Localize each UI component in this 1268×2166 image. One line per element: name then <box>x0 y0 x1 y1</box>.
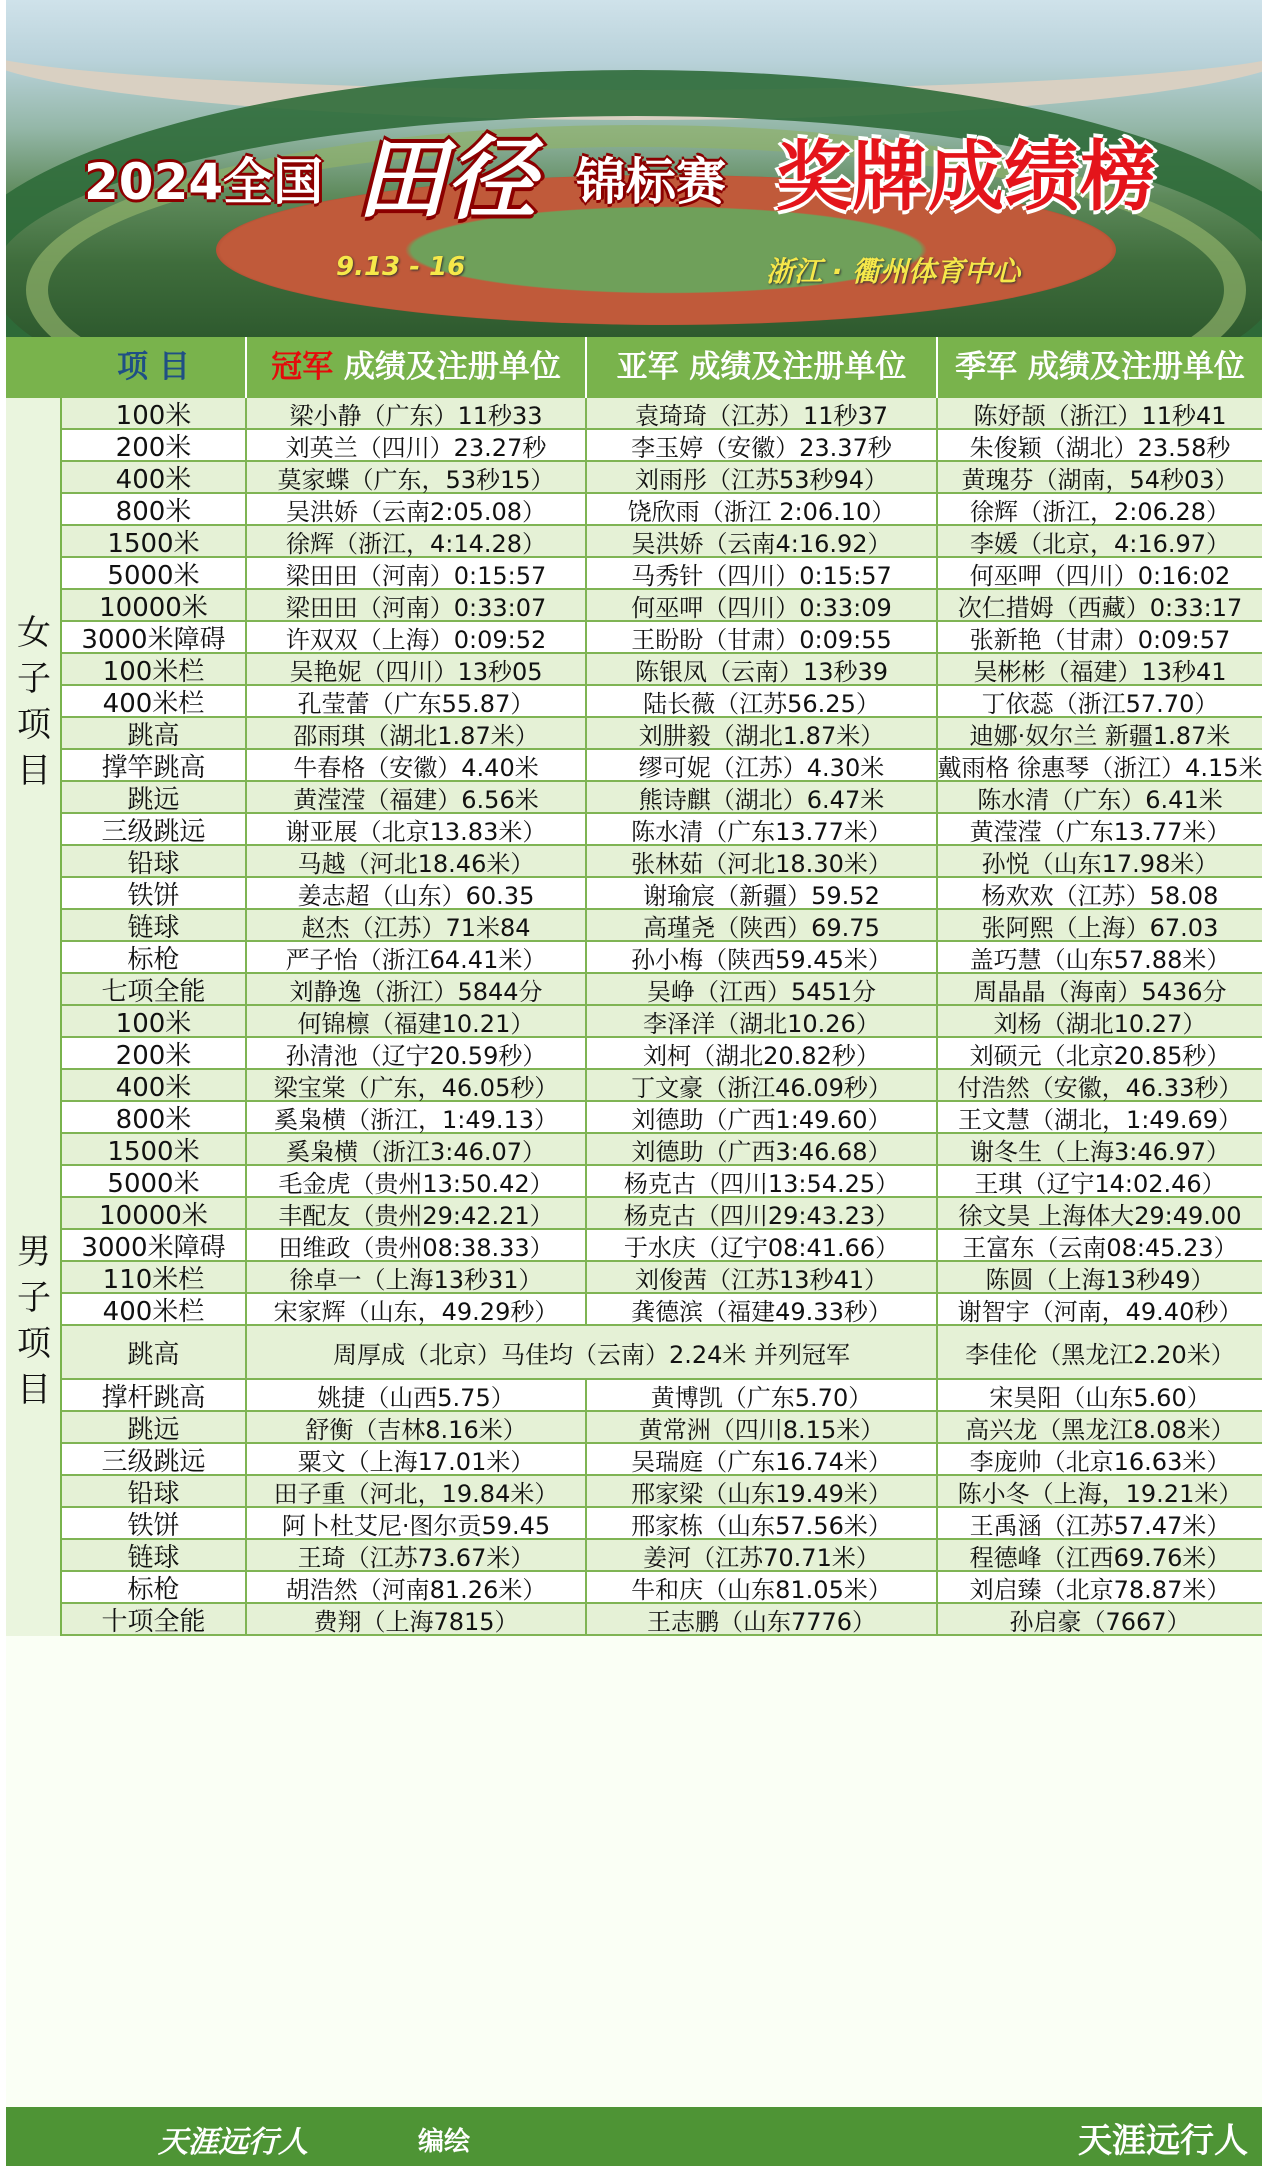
header-event: 项 目 <box>117 349 190 385</box>
silver-cell: 王志鹏（山东7776） <box>585 1604 936 1634</box>
header-gold-detail: 成绩及注册单位 <box>333 349 561 385</box>
event-cell: 100米栏 <box>102 656 205 687</box>
bronze-cell: 周晶晶（海南）5436分 <box>936 974 1262 1004</box>
silver-cell: 王盼盼（甘肃）0:09:55 <box>585 622 936 652</box>
table-row <box>62 1476 1262 1508</box>
gold-cell: 舒衡（吉林8.16米） <box>245 1412 585 1442</box>
footer-signature: 天涯远行人 <box>1078 2121 1248 2161</box>
table-row <box>62 398 1262 430</box>
bronze-cell: 次仁措姆（西藏）0:33:17 <box>936 590 1262 620</box>
title-athletics: 田径 <box>356 127 536 232</box>
silver-cell: 刘雨彤（江苏53秒94） <box>585 462 936 492</box>
footer-bar <box>6 2107 1262 2166</box>
event-cell: 十项全能 <box>101 1606 206 1637</box>
bronze-cell: 戴雨格 徐惠琴（浙江）4.15米 <box>936 750 1262 780</box>
event-cell: 800米 <box>115 1104 192 1135</box>
table-row <box>62 878 1262 910</box>
bronze-cell: 吴彬彬（福建）13秒41 <box>936 654 1262 684</box>
table-row <box>62 622 1262 654</box>
silver-cell: 刘德助（广西1:49.60） <box>585 1102 936 1132</box>
table-row <box>62 910 1262 942</box>
bronze-cell: 李佳伦（黑龙江2.20米） <box>936 1326 1262 1378</box>
table-row <box>62 1508 1262 1540</box>
bronze-cell: 黄瑰芬（湖南，54秒03） <box>936 462 1262 492</box>
silver-cell: 牛和庆（山东81.05米） <box>585 1572 936 1602</box>
bronze-cell: 宋昊阳（山东5.60） <box>936 1380 1262 1410</box>
event-cell: 800米 <box>115 496 192 527</box>
silver-cell: 陈水清（广东13.77米） <box>585 814 936 844</box>
event-cell: 1500米 <box>107 528 200 559</box>
gold-cell: 奚枭横（浙江，1:49.13） <box>245 1102 585 1132</box>
event-cell: 400米栏 <box>102 1296 205 1327</box>
silver-cell: 邢家梁（山东19.49米） <box>585 1476 936 1506</box>
table-row <box>62 814 1262 846</box>
bronze-cell: 王富东（云南08:45.23） <box>936 1230 1262 1260</box>
event-cell: 链球 <box>127 912 180 943</box>
bronze-cell: 程德峰（江西69.76米） <box>936 1540 1262 1570</box>
silver-cell: 黄常洲（四川8.15米） <box>585 1412 936 1442</box>
silver-cell: 缪可妮（江苏）4.30米 <box>585 750 936 780</box>
silver-cell: 杨克古（四川29:43.23） <box>585 1198 936 1228</box>
title-year: 2024全国 <box>84 153 324 211</box>
table-row <box>62 1380 1262 1412</box>
table-row <box>62 686 1262 718</box>
table-row <box>62 1326 1262 1380</box>
gold-cell: 许双双（上海）0:09:52 <box>245 622 585 652</box>
event-cell: 400米栏 <box>102 688 205 719</box>
table-row <box>62 1540 1262 1572</box>
gold-cell: 费翔（上海7815） <box>245 1604 585 1634</box>
bronze-cell: 付浩然（安徽，46.33秒） <box>936 1070 1262 1100</box>
gold-cell: 宋家辉（山东，49.29秒） <box>245 1294 585 1324</box>
event-cell: 标枪 <box>127 944 180 975</box>
bronze-cell: 王禹涵（江苏57.47米） <box>936 1508 1262 1538</box>
bronze-cell: 朱俊颖（湖北）23.58秒 <box>936 430 1262 460</box>
table-row <box>62 974 1262 1006</box>
silver-cell: 刘柯（湖北20.82秒） <box>585 1038 936 1068</box>
gold-cell: 刘静逸（浙江）5844分 <box>245 974 585 1004</box>
event-cell: 200米 <box>115 1040 192 1071</box>
bronze-cell: 张新艳（甘肃）0:09:57 <box>936 622 1262 652</box>
gold-cell: 丰配友（贵州29:42.21） <box>245 1198 585 1228</box>
event-cell: 铅球 <box>127 848 180 879</box>
gold-cell: 孔莹蕾（广东55.87） <box>245 686 585 716</box>
gold-cell: 梁宝棠（广东，46.05秒） <box>245 1070 585 1100</box>
silver-cell: 吴瑞庭（广东16.74米） <box>585 1444 936 1474</box>
silver-cell: 孙小梅（陕西59.45米） <box>585 942 936 972</box>
bronze-cell: 李媛（北京，4:16.97） <box>936 526 1262 556</box>
event-cell: 200米 <box>115 432 192 463</box>
silver-cell: 邢家栋（山东57.56米） <box>585 1508 936 1538</box>
event-cell: 110米栏 <box>102 1264 205 1295</box>
table-row <box>62 462 1262 494</box>
gold-cell: 梁小静（广东）11秒33 <box>245 398 585 428</box>
silver-cell: 陈银凤（云南）13秒39 <box>585 654 936 684</box>
gold-cell: 田子重（河北，19.84米） <box>245 1476 585 1506</box>
bronze-cell: 高兴龙（黑龙江8.08米） <box>936 1412 1262 1442</box>
table-row <box>62 1198 1262 1230</box>
silver-cell: 袁琦琦（江苏）11秒37 <box>585 398 936 428</box>
bronze-cell: 张阿熙（上海）67.03 <box>936 910 1262 940</box>
event-cell: 10000米 <box>99 1200 208 1231</box>
section-women <box>6 398 62 1006</box>
table-row <box>62 1166 1262 1198</box>
gold-cell: 牛春格（安徽）4.40米 <box>245 750 585 780</box>
gold-cell: 梁田田（河南）0:33:07 <box>245 590 585 620</box>
table-row <box>62 590 1262 622</box>
gold-cell: 孙清池（辽宁20.59秒） <box>245 1038 585 1068</box>
gold-cell: 谢亚展（北京13.83米） <box>245 814 585 844</box>
silver-cell: 姜河（江苏70.71米） <box>585 1540 936 1570</box>
event-cell: 跳远 <box>127 784 180 815</box>
event-cell: 400米 <box>115 464 192 495</box>
bronze-cell: 王琪（辽宁14:02.46） <box>936 1166 1262 1196</box>
bronze-cell: 陈圆（上海13秒49） <box>936 1262 1262 1292</box>
bronze-cell: 李庞帅（北京16.63米） <box>936 1444 1262 1474</box>
event-cell: 400米 <box>115 1072 192 1103</box>
table-row <box>62 430 1262 462</box>
bronze-cell: 徐文昊 上海体大29:49.00 <box>936 1198 1262 1228</box>
gold-cell: 姚捷（山西5.75） <box>245 1380 585 1410</box>
event-cell: 跳高 <box>127 1339 180 1370</box>
event-cell: 跳高 <box>127 720 180 751</box>
gold-cell: 何锦檩（福建10.21） <box>245 1006 585 1036</box>
bronze-cell: 丁依蕊（浙江57.70） <box>936 686 1262 716</box>
event-cell: 5000米 <box>107 1168 200 1199</box>
event-cell: 铅球 <box>127 1478 180 1509</box>
table-row <box>62 558 1262 590</box>
silver-cell: 高瑾尧（陕西）69.75 <box>585 910 936 940</box>
silver-cell: 刘肼毅（湖北1.87米） <box>585 718 936 748</box>
gold-cell: 黄滢滢（福建）6.56米 <box>245 782 585 812</box>
gold-cell: 徐辉（浙江，4:14.28） <box>245 526 585 556</box>
event-cell: 100米 <box>115 1008 192 1039</box>
event-cell: 标枪 <box>127 1574 180 1605</box>
bronze-cell: 杨欢欢（江苏）58.08 <box>936 878 1262 908</box>
gold-cell: 周厚成（北京）马佳均（云南）2.24米 并列冠军 <box>245 1326 936 1378</box>
gold-cell: 王琦（江苏73.67米） <box>245 1540 585 1570</box>
silver-cell: 丁文豪（浙江46.09秒） <box>585 1070 936 1100</box>
bronze-cell: 陈小冬（上海，19.21米） <box>936 1476 1262 1506</box>
footer-author: 天涯远行人 <box>158 2125 308 2160</box>
section-men <box>6 1006 62 1636</box>
bronze-cell: 谢智宇（河南，49.40秒） <box>936 1294 1262 1324</box>
table-row <box>62 1444 1262 1476</box>
bronze-cell: 刘杨（湖北10.27） <box>936 1006 1262 1036</box>
results-table <box>6 337 1262 2107</box>
silver-cell: 黄博凯（广东5.70） <box>585 1380 936 1410</box>
event-cell: 3000米障碍 <box>81 624 226 655</box>
section-men-label: 男 子 项 目 <box>17 1232 51 1410</box>
event-cell: 跳远 <box>127 1414 180 1445</box>
event-cell: 链球 <box>127 1542 180 1573</box>
gold-cell: 严子怡（浙江64.41米） <box>245 942 585 972</box>
header-gold-label: 冠军 <box>271 349 334 385</box>
gold-cell: 粟文（上海17.01米） <box>245 1444 585 1474</box>
footer-edit-label: 编绘 <box>418 2127 471 2157</box>
silver-cell: 龚德滨（福建49.33秒） <box>585 1294 936 1324</box>
gold-cell: 胡浩然（河南81.26米） <box>245 1572 585 1602</box>
bronze-cell: 黄滢滢（广东13.77米） <box>936 814 1262 844</box>
silver-cell: 杨克古（四川13:54.25） <box>585 1166 936 1196</box>
table-row <box>62 1294 1262 1326</box>
event-cell: 撑竿跳高 <box>101 752 206 783</box>
gold-cell: 吴洪娇（云南2:05.08） <box>245 494 585 524</box>
table-row <box>62 846 1262 878</box>
event-cell: 三级跳远 <box>101 816 206 847</box>
event-cell: 铁饼 <box>127 1510 180 1541</box>
table-row <box>62 1006 1262 1038</box>
header-banner <box>6 0 1262 337</box>
event-cell: 七项全能 <box>101 976 206 1007</box>
title-championship: 锦标赛 <box>576 153 726 211</box>
event-date: 9.13 - 16 <box>336 252 466 282</box>
bronze-cell: 孙启豪（7667） <box>936 1604 1262 1634</box>
table-row <box>62 718 1262 750</box>
table-row <box>62 1412 1262 1444</box>
event-cell: 撑杆跳高 <box>101 1382 206 1413</box>
table-row <box>62 1262 1262 1294</box>
bronze-cell: 盖巧慧（山东57.88米） <box>936 942 1262 972</box>
bronze-cell: 刘启臻（北京78.87米） <box>936 1572 1262 1602</box>
silver-cell: 刘俊茜（江苏13秒41） <box>585 1262 936 1292</box>
silver-cell: 谢瑜宸（新疆）59.52 <box>585 878 936 908</box>
silver-cell: 张林茹（河北18.30米） <box>585 846 936 876</box>
bronze-cell: 孙悦（山东17.98米） <box>936 846 1262 876</box>
table-row <box>62 1070 1262 1102</box>
event-cell: 10000米 <box>99 592 208 623</box>
gold-cell: 马越（河北18.46米） <box>245 846 585 876</box>
bronze-cell: 王文慧（湖北，1:49.69） <box>936 1102 1262 1132</box>
table-header-row <box>6 337 1262 398</box>
table-row <box>62 1134 1262 1166</box>
gold-cell: 刘英兰（四川）23.27秒 <box>245 430 585 460</box>
gold-cell: 奚枭横（浙江3:46.07） <box>245 1134 585 1164</box>
table-row <box>62 494 1262 526</box>
silver-cell: 刘德助（广西3:46.68） <box>585 1134 936 1164</box>
silver-cell: 马秀针（四川）0:15:57 <box>585 558 936 588</box>
bronze-cell: 刘硕元（北京20.85秒） <box>936 1038 1262 1068</box>
gold-cell: 徐卓一（上海13秒31） <box>245 1262 585 1292</box>
silver-cell: 吴峥（江西）5451分 <box>585 974 936 1004</box>
gold-cell: 赵杰（江苏）71米84 <box>245 910 585 940</box>
gold-cell: 吴艳妮（四川）13秒05 <box>245 654 585 684</box>
event-cell: 100米 <box>115 400 192 431</box>
bronze-cell: 迪娜·奴尔兰 新疆1.87米 <box>936 718 1262 748</box>
gold-cell: 梁田田（河南）0:15:57 <box>245 558 585 588</box>
section-women-label: 女 子 项 目 <box>17 613 51 791</box>
silver-cell: 吴洪娇（云南4:16.92） <box>585 526 936 556</box>
table-row <box>62 750 1262 782</box>
table-row <box>62 782 1262 814</box>
silver-cell: 何巫呷（四川）0:33:09 <box>585 590 936 620</box>
event-cell: 3000米障碍 <box>81 1232 226 1263</box>
silver-cell: 饶欣雨（浙江 2:06.10） <box>585 494 936 524</box>
table-row <box>62 1604 1262 1636</box>
header-bronze: 季军 成绩及注册单位 <box>936 337 1262 398</box>
silver-cell: 李泽洋（湖北10.26） <box>585 1006 936 1036</box>
table-row <box>62 654 1262 686</box>
table-row <box>62 526 1262 558</box>
bronze-cell: 陈水清（广东）6.41米 <box>936 782 1262 812</box>
silver-cell: 于水庆（辽宁08:41.66） <box>585 1230 936 1260</box>
gold-cell: 莫家蝶（广东，53秒15） <box>245 462 585 492</box>
silver-cell: 熊诗麒（湖北）6.47米 <box>585 782 936 812</box>
silver-cell: 陆长薇（江苏56.25） <box>585 686 936 716</box>
event-venue: 浙江 · 衢州体育中心 <box>766 255 1021 288</box>
gold-cell: 阿卜杜艾尼·图尔贡59.45 <box>245 1508 585 1538</box>
gold-cell: 姜志超（山东）60.35 <box>245 878 585 908</box>
table-row <box>62 1230 1262 1262</box>
title-medal-board: 奖牌成绩榜 <box>776 132 1156 221</box>
bronze-cell: 何巫呷（四川）0:16:02 <box>936 558 1262 588</box>
event-cell: 5000米 <box>107 560 200 591</box>
table-row <box>62 942 1262 974</box>
table-row <box>62 1572 1262 1604</box>
bronze-cell: 谢冬生（上海3:46.97） <box>936 1134 1262 1164</box>
gold-cell: 毛金虎（贵州13:50.42） <box>245 1166 585 1196</box>
gold-cell: 邵雨琪（湖北1.87米） <box>245 718 585 748</box>
event-cell: 三级跳远 <box>101 1446 206 1477</box>
table-row <box>62 1038 1262 1070</box>
header-silver: 亚军 成绩及注册单位 <box>585 337 936 398</box>
bronze-cell: 陈妤颉（浙江）11秒41 <box>936 398 1262 428</box>
table-row <box>62 1102 1262 1134</box>
silver-cell: 李玉婷（安徽）23.37秒 <box>585 430 936 460</box>
gold-cell: 田维政（贵州08:38.33） <box>245 1230 585 1260</box>
header-gold <box>245 337 585 398</box>
event-cell: 铁饼 <box>127 880 180 911</box>
bronze-cell: 徐辉（浙江，2:06.28） <box>936 494 1262 524</box>
event-cell: 1500米 <box>107 1136 200 1167</box>
